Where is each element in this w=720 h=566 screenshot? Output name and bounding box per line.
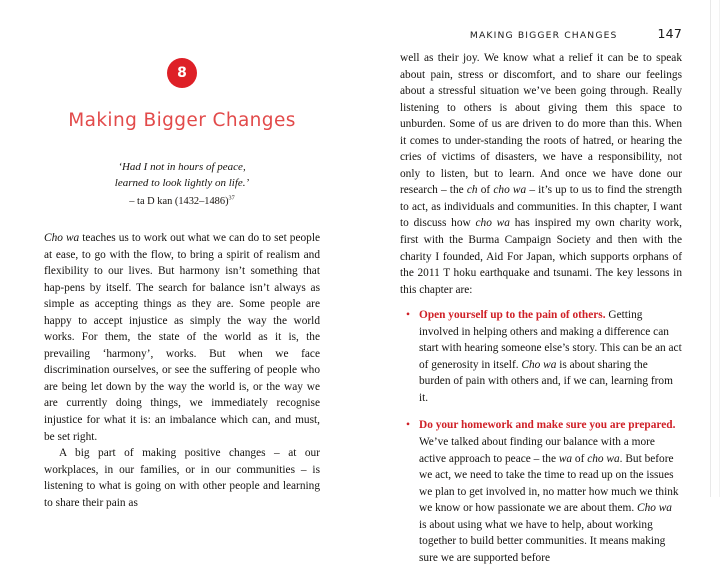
recto-body-column <box>400 50 682 566</box>
epigraph-line-1: ‘Had I not in hours of peace, <box>118 161 246 173</box>
italic-term-chowa: Cho wa <box>44 232 80 244</box>
bullet-text-part-2: of <box>572 452 588 465</box>
bullet-text-part-1: Getting involved in helping others and making a difference can start with hearing someone else’s story. This can be an act of generosity in itself. <box>419 309 682 371</box>
verso-body-column <box>44 230 320 511</box>
italic-term-chowa: Cho wa <box>521 358 557 371</box>
list-item <box>400 417 682 566</box>
chapter-number-badge: 8 <box>167 58 197 88</box>
bullet-text-part-4: is about using what we have to help, about working together to build better communities. It means making sure we are supported before <box>419 518 666 564</box>
chapter-opener <box>44 58 320 131</box>
paragraph-text-part-2: of <box>477 184 494 197</box>
paragraph <box>400 50 682 298</box>
paragraph-text-part-1: well as their joy. We know what a relief it can be to speak about pain, stress or discomfort, and to share our feelings about a stressful situation we’ve been going through. Really listening to others is about giving them this space to unburden. Some of us are driven to do more than this. When it comes to under-standing the roots of hatred, or hearing the cries of victims of disasters, we have a responsibility, not only to listen, but to learn. And once we have done our research – the <box>400 52 682 197</box>
bullet-text-part-2: is about sharing the burden of pain with others and, if we can, learning from it. <box>419 358 673 404</box>
recto-page <box>360 0 720 564</box>
running-head-title: MAKING BIGGER CHANGES <box>469 30 618 41</box>
paragraph-text: teaches us to work out what we can do to set people at ease, to go with the flow, to bring a spirit of realism and flexibility to our lives. But harmony isn’t something that hap-pens by itself. The search for balance isn’t always as simple as accepting things as they are. Some people are happy to accept injustice as simply the way the world works. For them, the state of the world as it is, the prevailing ‘harmony’, works. But when we face discrimination ourselves, or see the suffering of people who are being let down by the way the world is, or the way we are currently doing things, we immediately recognise injustice for what it is: an imbalance which can, and must, be set right. <box>44 232 321 443</box>
bullet-dot-icon: • <box>406 309 411 322</box>
paragraph: A big part of making positive changes – at our workplaces, in our families, or in our communities – is listening to what is going on with other people and learning to share their pain as <box>44 447 320 509</box>
running-head <box>400 26 682 41</box>
bullet-text-part-1: We’ve talked about finding our balance with a more active approach to peace – the <box>419 436 655 465</box>
bullet-lead-in: Open yourself up to the pain of others. <box>419 309 606 322</box>
italic-term-chowa-2: cho wa <box>475 217 510 230</box>
epigraph-attribution-text: – ta D kan (1432–1486) <box>129 196 229 207</box>
epigraph-footnote-marker: 37 <box>228 194 235 202</box>
list-item <box>400 307 682 406</box>
italic-term-wa: wa <box>558 452 573 465</box>
verso-page <box>0 0 360 509</box>
bullet-dot-icon: • <box>406 419 411 432</box>
italic-term-chowa-2: Cho wa <box>637 502 672 515</box>
bullet-lead-in: Do your homework and make sure you are prepared. <box>419 419 676 432</box>
key-lessons-list <box>400 307 682 566</box>
paragraph-text-part-3: – it’s up to us to find the strength to act, as individuals and communities. In this chapter, I want to discuss how <box>400 184 683 230</box>
page-number: 147 <box>657 26 682 41</box>
bullet-text-part-3: . But before we act, we need to take the time to read up on the issues we plan to get involved in, no matter how much we think we know or how passionate we are about them. <box>419 452 679 515</box>
italic-term-cho: ch <box>466 184 478 197</box>
epigraph-line-2: learned to look lightly on life.’ <box>114 176 250 189</box>
paragraph-text-part-4: has inspired my own charity work, first with the Burma Campaign Society and then with the charity I founded, Aid For Japan, which supports orphans of the 2011 T hoku earthquake and tsunami. The key lessons in this chapter are: <box>400 217 682 296</box>
italic-term-chowa: cho wa <box>587 452 620 465</box>
epigraph <box>44 160 320 210</box>
chapter-title: Making Bigger Changes <box>68 110 296 131</box>
italic-term-chowa: cho wa <box>493 184 527 197</box>
paragraph <box>44 230 320 445</box>
epigraph-attribution <box>44 194 320 210</box>
